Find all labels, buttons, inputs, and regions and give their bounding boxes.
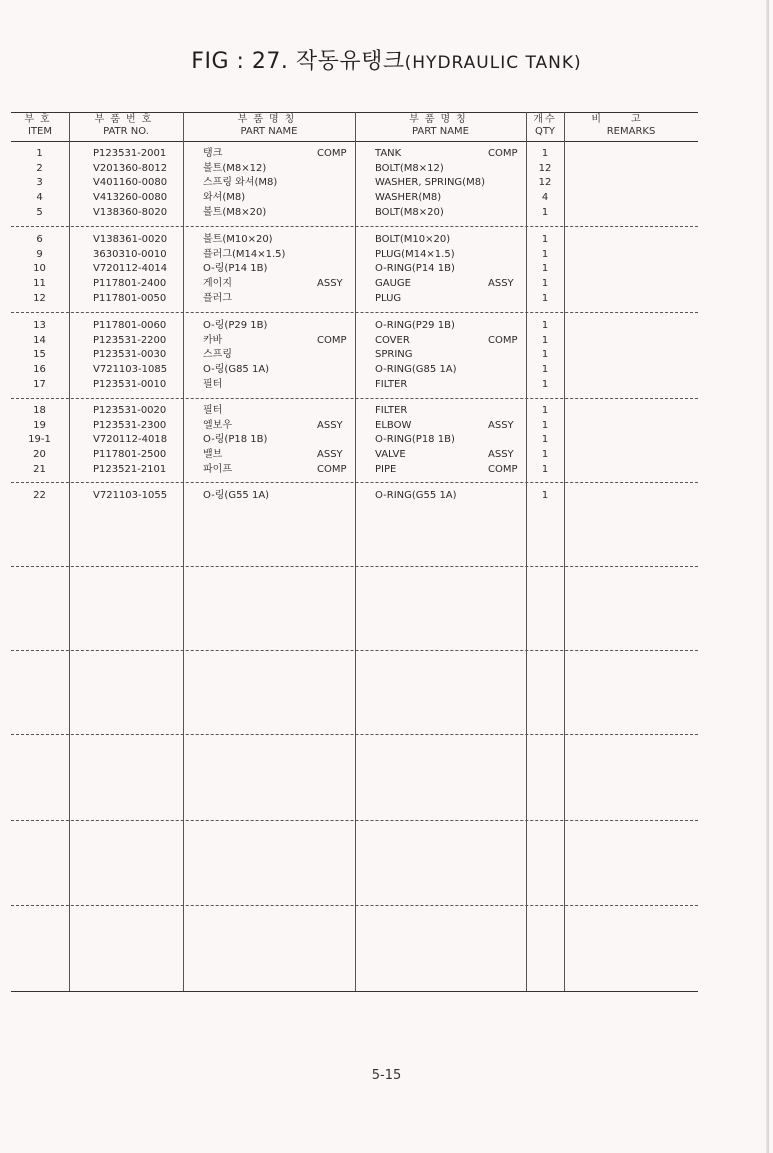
item-number: 2 xyxy=(36,162,43,174)
table-bottom-rule xyxy=(11,991,698,992)
part-name-english: O-RING(P29 1B) xyxy=(375,320,455,331)
table-row xyxy=(11,418,698,433)
table-row xyxy=(11,175,698,190)
part-number: V138361-0020 xyxy=(93,234,168,245)
part-number: P123531-0010 xyxy=(93,378,167,390)
part-name-english: TANK xyxy=(375,148,402,159)
quantity: 1 xyxy=(541,278,549,290)
part-name-korean: 플러그 xyxy=(203,292,232,304)
part-number: P123531-0030 xyxy=(93,349,167,361)
item-number: 20 xyxy=(33,449,46,461)
table-row xyxy=(11,462,698,477)
part-name-english: PIPE xyxy=(375,463,397,475)
title-english: (HYDRAULIC TANK) xyxy=(404,53,582,73)
page-number: 5-15 xyxy=(371,1068,402,1083)
part-name-english: PLUG(M14×1.5) xyxy=(375,248,455,260)
item-number: 13 xyxy=(33,320,46,331)
part-name-korean: O-링(P14 1B) xyxy=(203,263,268,275)
quantity: 1 xyxy=(541,206,549,218)
quantity: 1 xyxy=(541,449,549,461)
quantity: 4 xyxy=(541,192,549,204)
part-number: V413260-0080 xyxy=(93,192,168,204)
part-number: V720112-4018 xyxy=(93,434,168,446)
part-name-korean-suffix: ASSY xyxy=(317,419,343,431)
part-name-korean: 와셔(M8) xyxy=(203,192,246,204)
part-number: V721103-1055 xyxy=(93,490,168,501)
part-name-korean: O-링(G55 1A) xyxy=(203,490,270,501)
item-number: 14 xyxy=(33,334,46,346)
header-name-en-label: 부품명칭 xyxy=(409,114,472,125)
quantity: 1 xyxy=(541,490,549,501)
item-number: 19 xyxy=(33,419,46,431)
part-number: P123521-2101 xyxy=(93,463,167,475)
part-name-korean: O-링(P29 1B) xyxy=(203,320,268,331)
header-item-en: ITEM xyxy=(27,126,52,137)
table-row xyxy=(11,447,698,462)
part-number: P117801-2400 xyxy=(93,278,167,290)
part-name-korean: O-링(G85 1A) xyxy=(203,364,270,376)
header-part-name-ko xyxy=(183,114,355,140)
table-row xyxy=(11,247,698,262)
part-name-english: BOLT(M10×20) xyxy=(375,234,451,245)
item-number: 17 xyxy=(33,378,46,390)
item-number: 4 xyxy=(36,192,43,204)
header-qty-en: QTY xyxy=(534,126,556,137)
part-name-english: SPRING xyxy=(375,349,413,361)
part-name-english: O-RING(P18 1B) xyxy=(375,434,455,446)
header-qty-ko: 개수 xyxy=(533,114,557,125)
part-number: P117801-0060 xyxy=(93,320,167,331)
part-name-english: O-RING(P14 1B) xyxy=(375,263,455,275)
part-name-korean: 볼트(M10×20) xyxy=(203,234,273,245)
title-fig: FIG : 27. xyxy=(191,49,289,74)
table-row xyxy=(11,146,698,161)
quantity: 1 xyxy=(541,248,549,260)
parts-table xyxy=(11,112,698,992)
part-name-english: COVER xyxy=(375,334,410,346)
group-divider xyxy=(11,398,698,399)
part-number: V201360-8012 xyxy=(93,162,168,174)
quantity: 1 xyxy=(541,405,549,416)
part-number: P123531-2300 xyxy=(93,419,167,431)
part-name-english: PLUG xyxy=(375,292,402,304)
item-number: 15 xyxy=(33,349,46,361)
table-row xyxy=(11,377,698,392)
part-name-korean-suffix: ASSY xyxy=(317,449,343,461)
table-row xyxy=(11,488,698,503)
table-row xyxy=(11,333,698,348)
group-divider xyxy=(11,226,698,227)
group-divider xyxy=(11,905,698,906)
table-row xyxy=(11,261,698,276)
quantity: 1 xyxy=(541,234,549,245)
part-name-korean: 필터 xyxy=(203,405,223,416)
table-row xyxy=(11,276,698,291)
part-name-korean: 플러그(M14×1.5) xyxy=(203,248,286,260)
group-divider xyxy=(11,650,698,651)
item-number: 21 xyxy=(33,463,46,475)
part-name-korean: 스프링 xyxy=(203,349,232,361)
item-number: 22 xyxy=(33,490,46,501)
quantity: 1 xyxy=(541,320,549,331)
item-number: 12 xyxy=(33,292,46,304)
group-divider xyxy=(11,482,698,483)
quantity: 1 xyxy=(541,334,549,346)
part-name-korean-suffix: COMP xyxy=(317,463,347,475)
header-remarks-ko: 비고 xyxy=(591,114,671,125)
part-name-english: BOLT(M8×12) xyxy=(375,162,444,174)
part-number: P117801-2500 xyxy=(93,449,167,461)
part-name-korean: 엘보우 xyxy=(203,419,232,431)
table-row xyxy=(11,205,698,220)
part-name-korean: O-링(P18 1B) xyxy=(203,434,268,446)
table-row xyxy=(11,161,698,176)
part-name-english: BOLT(M8×20) xyxy=(375,206,444,218)
part-name-english-suffix: ASSY xyxy=(488,278,514,290)
part-number: P123531-0020 xyxy=(93,405,167,416)
quantity: 1 xyxy=(541,419,549,431)
part-name-english: O-RING(G85 1A) xyxy=(375,364,457,376)
part-name-korean: 필터 xyxy=(203,378,223,390)
part-name-korean: 볼트(M8×20) xyxy=(203,206,267,218)
part-name-english: WASHER, SPRING(M8) xyxy=(375,177,485,189)
part-name-english-suffix: COMP xyxy=(488,148,518,159)
quantity: 1 xyxy=(541,263,549,275)
part-number: P123531-2200 xyxy=(93,334,167,346)
header-name-en-en: PART NAME xyxy=(411,126,469,137)
part-name-english: ELBOW xyxy=(375,419,412,431)
part-name-english: FILTER xyxy=(375,405,408,416)
table-row xyxy=(11,232,698,247)
item-number: 5 xyxy=(36,206,43,218)
part-name-english-suffix: ASSY xyxy=(488,419,514,431)
header-item xyxy=(11,114,69,140)
table-row xyxy=(11,432,698,447)
header-qty xyxy=(526,114,564,140)
page-title xyxy=(0,44,773,75)
quantity: 1 xyxy=(541,463,549,475)
item-number: 3 xyxy=(36,177,43,189)
item-number: 19-1 xyxy=(28,434,51,446)
table-row xyxy=(11,403,698,418)
quantity: 1 xyxy=(541,349,549,361)
item-number: 1 xyxy=(36,148,43,159)
part-name-korean: 스프링 와셔(M8) xyxy=(203,177,278,189)
header-remarks xyxy=(564,114,698,140)
item-number: 16 xyxy=(33,364,46,376)
item-number: 9 xyxy=(36,248,43,260)
quantity: 1 xyxy=(541,434,549,446)
quantity: 12 xyxy=(538,177,552,189)
group-divider xyxy=(11,820,698,821)
quantity: 1 xyxy=(541,364,549,376)
table-row xyxy=(11,190,698,205)
item-number: 18 xyxy=(33,405,46,416)
part-name-korean: 볼트(M8×12) xyxy=(203,162,267,174)
quantity: 12 xyxy=(538,162,552,174)
group-divider xyxy=(11,734,698,735)
part-name-english: GAUGE xyxy=(375,278,411,290)
header-remarks-en: REMARKS xyxy=(606,126,656,137)
item-number: 11 xyxy=(33,278,46,290)
header-part-no xyxy=(69,114,183,140)
part-name-english-suffix: ASSY xyxy=(488,449,514,461)
header-name-ko-label: 부품명칭 xyxy=(237,114,301,125)
part-name-korean-suffix: COMP xyxy=(317,334,347,346)
part-name-english: FILTER xyxy=(375,378,408,390)
part-name-english-suffix: COMP xyxy=(488,334,518,346)
item-number: 10 xyxy=(33,263,46,275)
title-korean: 작동유탱크 xyxy=(295,49,405,74)
part-name-english: O-RING(G55 1A) xyxy=(375,490,457,501)
item-number: 6 xyxy=(36,234,43,245)
group-divider xyxy=(11,566,698,567)
part-name-korean: 파이프 xyxy=(203,463,232,475)
part-number: 3630310-0010 xyxy=(93,248,167,260)
page-spine-shadow xyxy=(766,0,769,1153)
part-name-korean-suffix: COMP xyxy=(317,148,347,159)
part-number: V401160-0080 xyxy=(93,177,168,189)
quantity: 1 xyxy=(541,148,549,159)
table-row xyxy=(11,318,698,333)
part-number: P123531-2001 xyxy=(93,148,167,159)
header-part-no-ko: 부품번호 xyxy=(94,114,158,125)
table-row xyxy=(11,347,698,362)
header-part-no-en: PATR NO. xyxy=(103,126,149,137)
header-item-ko: 부호 xyxy=(24,114,56,125)
part-name-english: WASHER(M8) xyxy=(375,192,442,204)
part-number: P117801-0050 xyxy=(93,292,167,304)
part-name-english: VALVE xyxy=(375,449,406,461)
part-name-korean: 밸브 xyxy=(203,449,223,461)
part-number: V721103-1085 xyxy=(93,364,168,376)
header-name-ko-en: PART NAME xyxy=(240,126,298,137)
quantity: 1 xyxy=(541,378,549,390)
part-name-korean: 게이지 xyxy=(203,278,232,290)
quantity: 1 xyxy=(541,292,549,304)
part-number: V138360-8020 xyxy=(93,206,168,218)
table-row xyxy=(11,291,698,306)
part-name-korean-suffix: ASSY xyxy=(317,278,343,290)
table-row xyxy=(11,362,698,377)
part-name-korean: 탱크 xyxy=(203,148,223,159)
header-part-name-en xyxy=(355,114,526,140)
part-name-korean: 카바 xyxy=(203,334,223,346)
group-divider xyxy=(11,312,698,313)
part-name-english-suffix: COMP xyxy=(488,463,518,475)
part-number: V720112-4014 xyxy=(93,263,168,275)
